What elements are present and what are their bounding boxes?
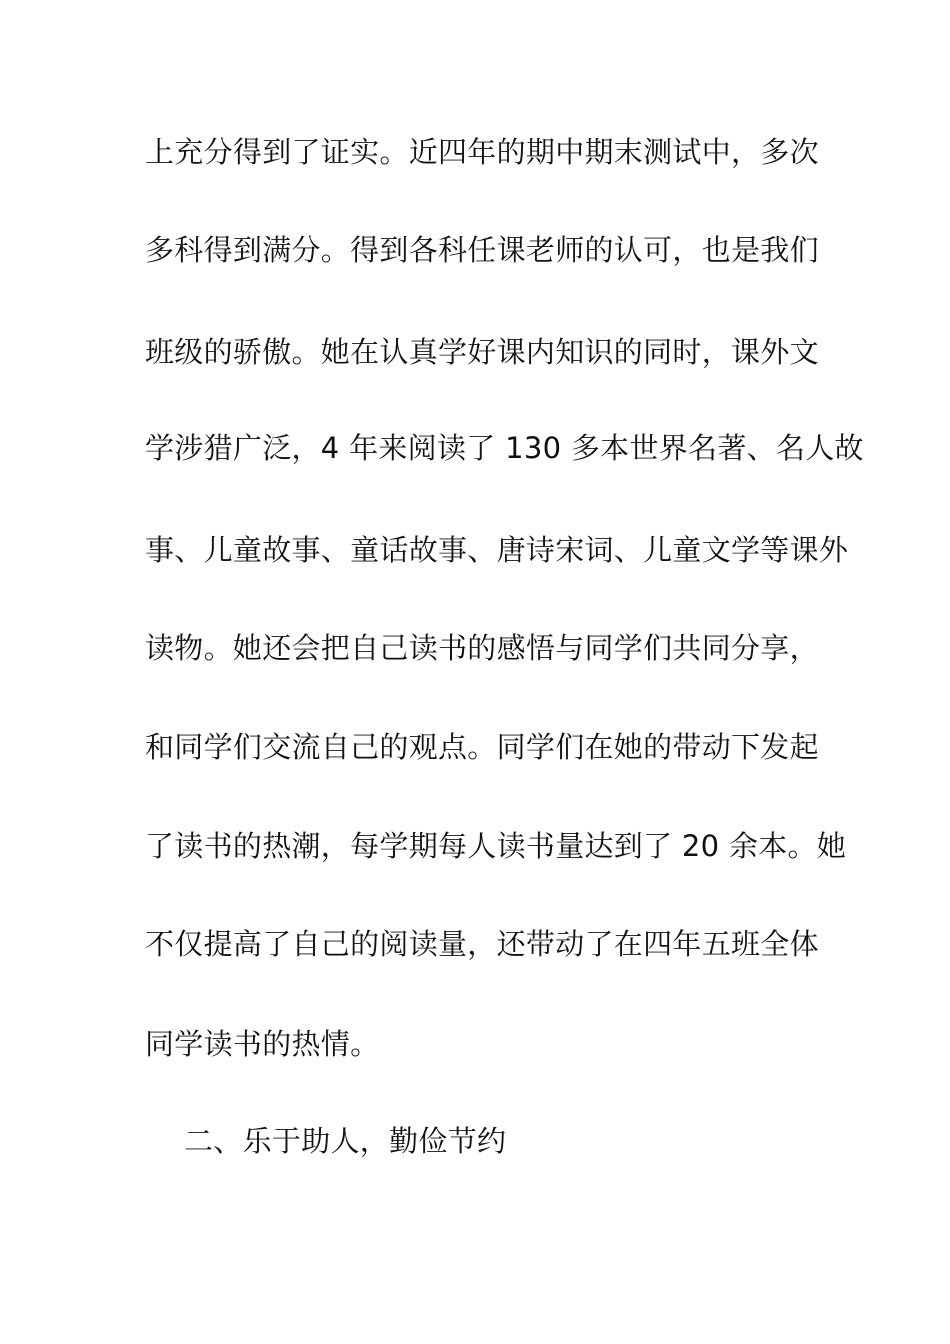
paragraph-line: 事、儿童故事、童话故事、唐诗宋词、儿童文学等课外 <box>145 533 849 567</box>
paragraph-line: 不仅提高了自己的阅读量，还带动了在四年五班全体 <box>145 927 819 961</box>
paragraph-line: 多科得到满分。得到各科任课老师的认可，也是我们 <box>145 233 819 267</box>
paragraph-line: 上充分得到了证实。近四年的期中期末测试中，多次 <box>145 135 819 169</box>
paragraph-line: 读物。她还会把自己读书的感悟与同学们共同分享， <box>145 631 819 665</box>
paragraph-line: 和同学们交流自己的观点。同学们在她的带动下发起 <box>145 730 819 764</box>
paragraph-line: 了读书的热潮，每学期每人读书量达到了 20 余本。她 <box>145 829 847 863</box>
paragraph-line: 班级的骄傲。她在认真学好课内知识的同时，课外文 <box>145 335 819 369</box>
section-heading: 二、乐于助人，勤俭节约 <box>184 1124 507 1158</box>
paragraph-line: 学涉猎广泛，4 年来阅读了 130 多本世界名著、名人故 <box>145 431 864 465</box>
paragraph-line: 同学读书的热情。 <box>145 1027 380 1061</box>
